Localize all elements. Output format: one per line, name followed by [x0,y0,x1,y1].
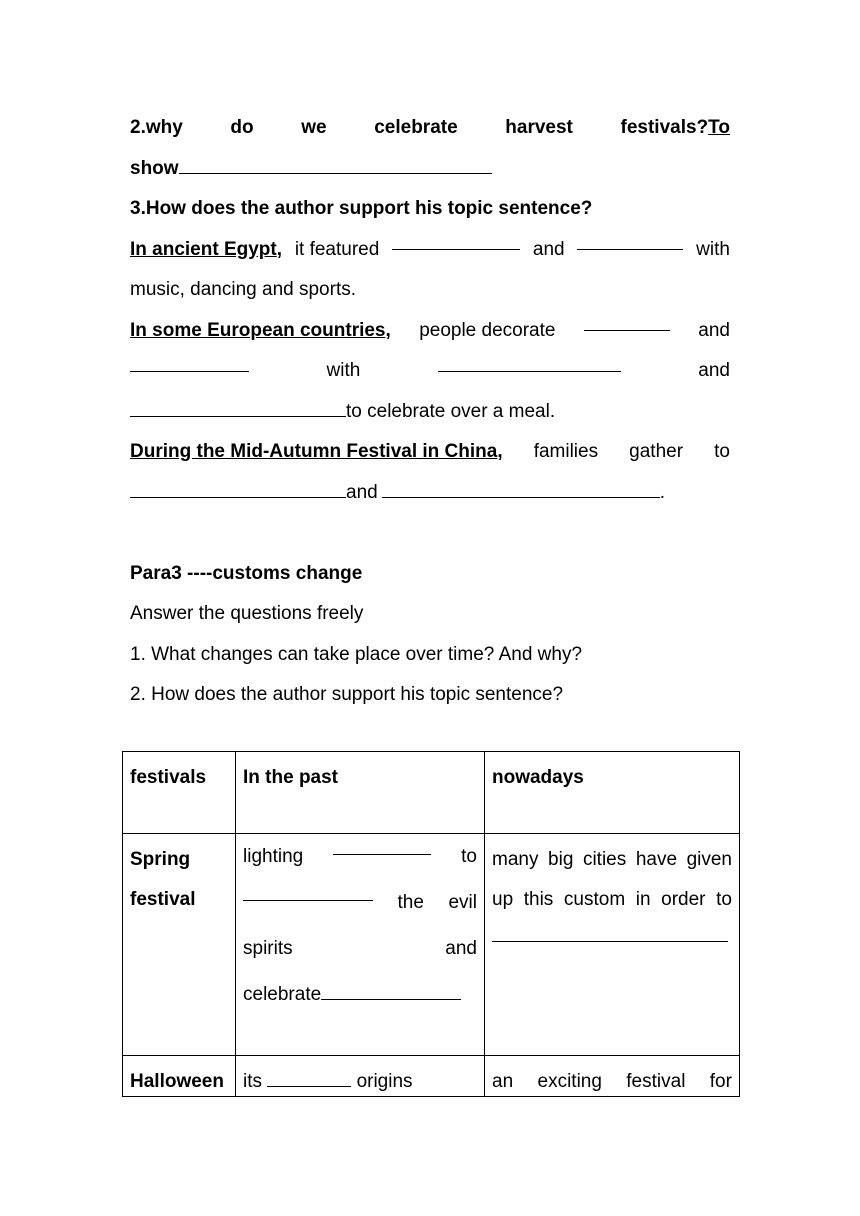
cell-line [243,880,477,926]
egypt-cont: music, dancing and sports. [130,279,357,300]
word: the [397,892,424,913]
europe-with: with [326,360,361,381]
cell-line [243,1056,477,1096]
china-text: gather [629,441,684,462]
europe-line-3 [130,392,730,433]
header-cell [236,752,485,834]
halloween-name: Halloween [130,1071,224,1092]
header-nowadays: nowadays [492,767,584,788]
spring-name: festival [130,889,196,910]
para3-instruction: Answer the questions freely [130,603,364,624]
cell-line [492,1056,732,1096]
header-cell [485,752,740,834]
customs-table [122,751,740,1097]
word: and [445,938,477,959]
word: spirits [243,938,293,959]
answer-blank[interactable] [584,311,670,332]
china-period: . [659,481,665,503]
egypt-comma: , [276,238,283,260]
spacer [130,513,730,554]
word: to [461,846,477,867]
word: origins [356,1071,413,1092]
q2-word: we [301,117,327,138]
past-cell [236,1056,485,1097]
answer-blank[interactable] [130,477,346,498]
festival-cell [123,1056,236,1097]
answer-blank[interactable] [333,834,431,855]
answer-blank[interactable] [438,351,621,372]
question-3: 3.How does the author support his topic sentence? [130,198,593,219]
word: festival [626,1071,686,1092]
q2-show: show [130,157,179,179]
china-and: and [346,481,378,503]
word: in [635,889,651,910]
word: up [492,889,514,910]
para3-question-1: 1. What changes can take place over time? And why? [130,643,583,665]
answer-blank[interactable] [577,230,683,251]
answer-blank[interactable] [179,153,492,174]
europe-and: and [698,319,730,341]
spring-name: Spring [130,849,191,870]
cell-line [492,914,732,954]
europe-lead: In some European countries [130,319,386,341]
word: celebrate [243,984,322,1005]
q2-word: do [230,117,254,138]
china-line [130,432,730,473]
word: this [523,889,554,910]
word: cities [582,849,627,870]
word: lighting [243,846,304,867]
europe-comma: , [385,319,391,341]
europe-line [130,311,730,352]
now-cell [485,834,740,1056]
word: to [716,889,732,910]
para3-question-2: 2. How does the author support his topic sentence? [130,684,564,705]
china-lead: During the Mid-Autumn Festival in China [130,441,498,462]
para3-heading: Para3 ----customs change [130,562,363,584]
cell-line [492,874,732,914]
cell-line [243,834,477,880]
word: have [635,849,678,870]
answer-blank[interactable] [267,1066,351,1087]
header-festivals: festivals [130,767,207,788]
cell-line [243,972,477,1018]
china-comma: , [497,441,503,462]
q2-to: To [708,117,730,138]
egypt-line [130,230,730,271]
table-row [123,834,740,1056]
egypt-with: with [696,238,730,260]
question-2-line [130,108,730,149]
header-cell [123,752,236,834]
europe-end: to celebrate over a meal. [346,400,556,422]
word: its [243,1071,262,1092]
answer-blank[interactable] [392,230,520,251]
q2-word: 2.why [130,117,183,138]
answer-blank[interactable] [382,477,660,498]
word: custom [563,889,626,910]
table-row [123,1056,740,1097]
europe-text: people decorate [419,319,556,341]
word: order [661,889,706,910]
word: exciting [537,1071,602,1092]
table-header-row [123,752,740,834]
word: evil [448,892,477,913]
answer-blank[interactable] [492,921,728,942]
egypt-lead: In ancient Egypt [130,238,277,260]
q2-word: harvest [505,117,573,138]
word: an [492,1071,514,1092]
header-past: In the past [243,767,339,788]
festival-cell [123,834,236,1056]
china-text: to [714,441,730,462]
q2-word: celebrate [374,117,458,138]
cell-line [492,834,732,874]
europe-line-2 [130,351,730,392]
answer-blank[interactable] [130,396,346,417]
word: given [686,849,732,870]
word: many [492,849,539,870]
worksheet-content [130,108,730,716]
answer-blank[interactable] [321,979,461,1000]
q2-word: festivals? [620,117,709,138]
word: big [548,849,574,870]
egypt-featured: it featured [294,238,380,260]
question-2-answer-line [130,149,730,190]
europe-and2: and [698,360,730,381]
egypt-and: and [532,238,565,260]
cell-line [243,926,477,972]
china-text: families [533,441,599,462]
answer-blank[interactable] [243,880,373,901]
china-line-2 [130,473,730,514]
answer-blank[interactable] [130,351,249,372]
past-cell [236,834,485,1056]
word: for [709,1071,732,1092]
now-cell [485,1056,740,1097]
